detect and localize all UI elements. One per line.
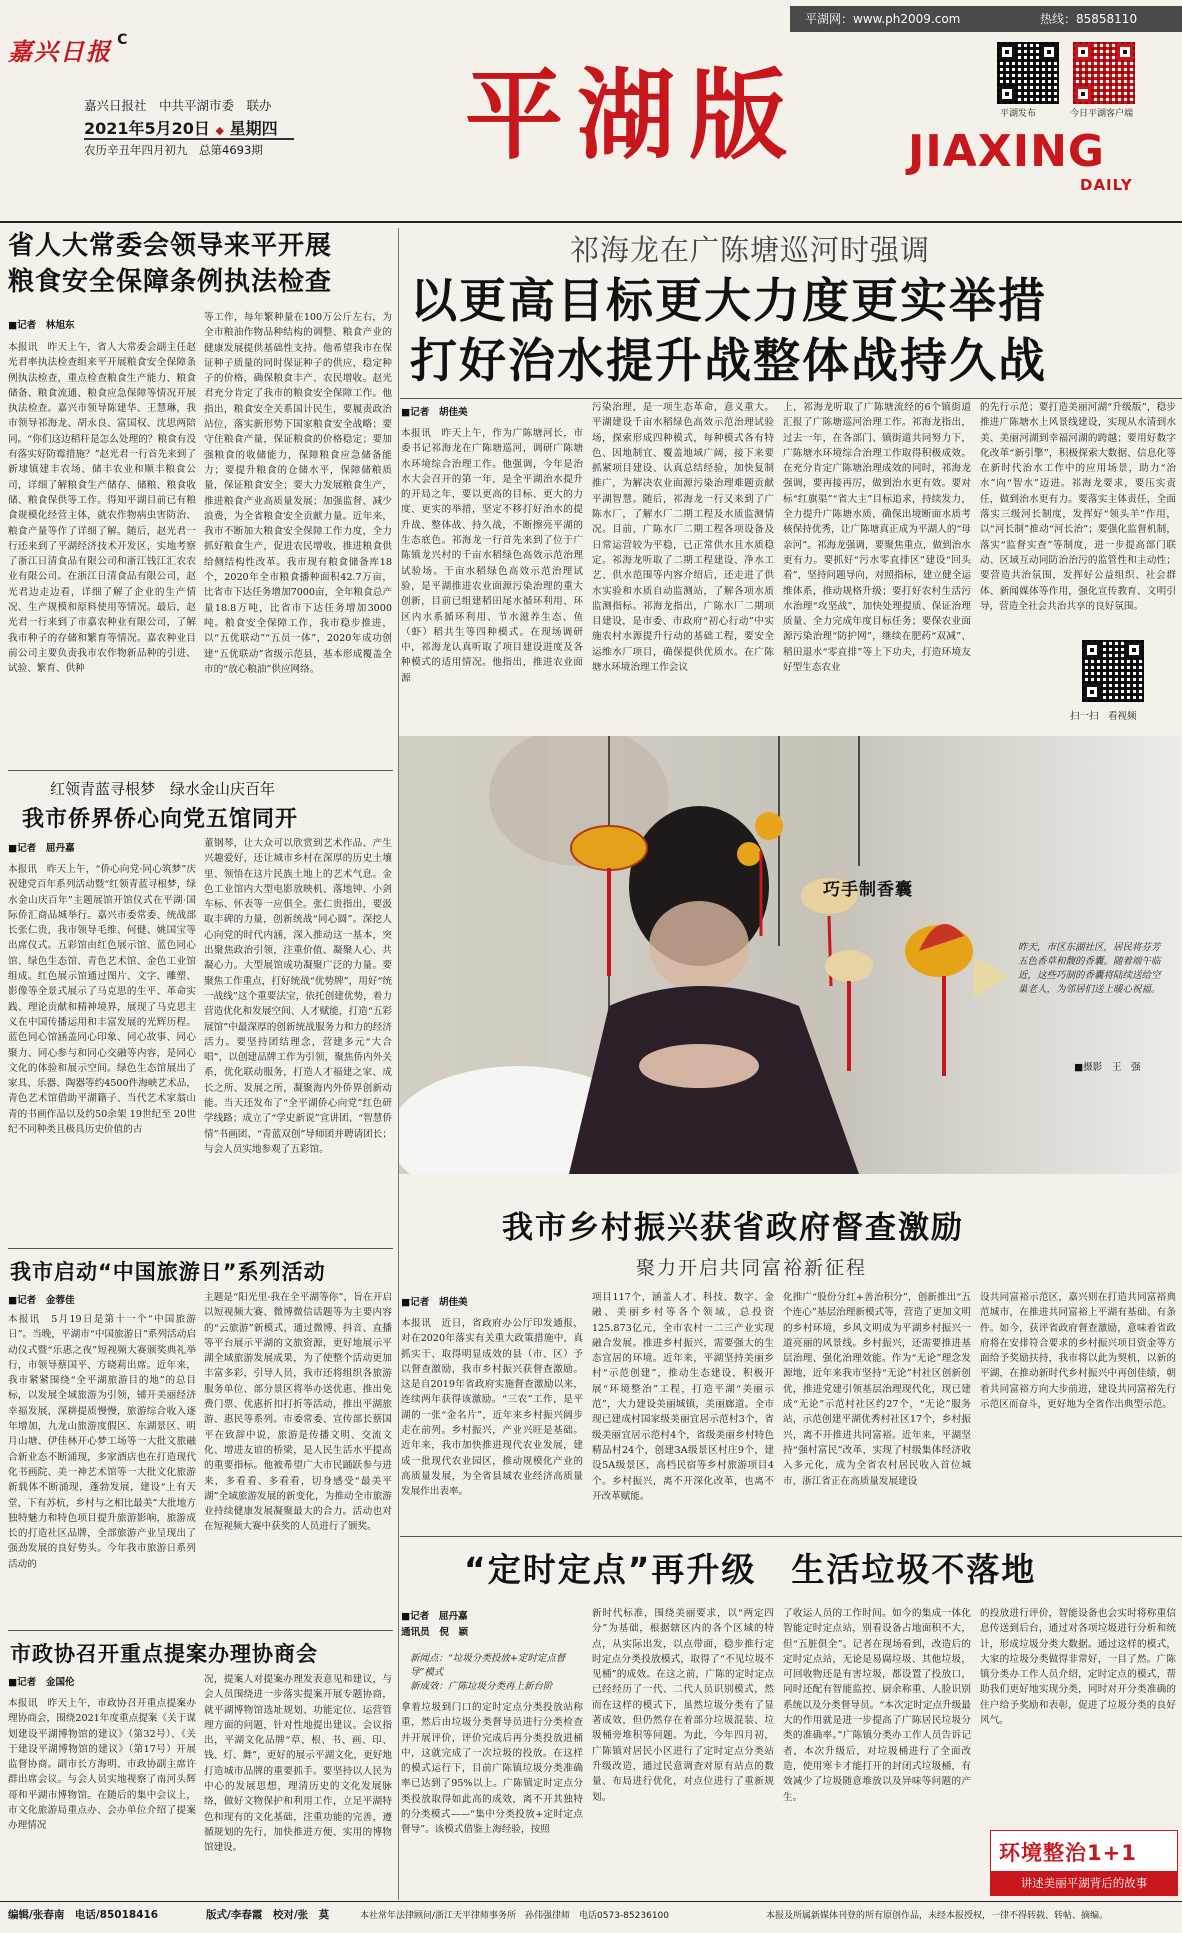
masthead-rule — [0, 221, 1182, 223]
rural-byline: ■记者 胡佳美 — [401, 1297, 468, 1308]
left2-title: 我市侨界侨心向党五馆同开 — [22, 807, 299, 832]
qr-label-2: 今日平湖客户端 — [1070, 109, 1134, 119]
left2-byline: ■记者 屈丹嘉 — [8, 843, 75, 854]
left3-rule — [8, 1630, 393, 1631]
logo-text: 嘉兴日报 — [8, 37, 112, 66]
garbage-byline-1: ■记者 屈丹嘉 — [401, 1611, 468, 1622]
rural-body-col2: 项目117个，涵盖人才、科技、数字、金融、美丽乡村等各个领域，总投资125.873亿元，全市农村一二三产业实现融合发展。推进乡村振兴，需要强大的生态宜居的环境。近年来，平湖坚持美丽乡村“示范创建”，推动生态建设，积极开展“环境整治”工程，打造平湖“美丽示范”，大力建设美丽城镇，美丽廊道。全市现已建成村国家级美丽宜居示范村3个，省级美丽宜居示范村4个，省级美丽乡村特色精品村24个，创建3A级景区村庄9个，建设5A级景区，高档民宿等乡村旅游项目4个。乡村振兴，离不开深化改革，也离不开改革赋能。 — [592, 1292, 774, 1502]
qr-code-pinghu-release — [997, 42, 1059, 104]
masthead-logo — [8, 32, 178, 66]
left1-title-line2: 粮食安全保障条例执法检查 — [8, 267, 333, 297]
lead-title — [410, 272, 1170, 392]
publishers: 嘉兴日报社 中共平湖市委 联办 — [84, 98, 272, 113]
series-banner-sub: 讲述美丽平湖背后的故事 — [991, 1871, 1177, 1895]
lead-byline: ■记者 胡佳美 — [401, 407, 468, 418]
top-bar — [0, 0, 1182, 36]
lead-kicker: 祁海龙在广陈塘巡河时强调 — [570, 233, 931, 267]
left3-title: 我市启动“中国旅游日”系列活动 — [10, 1260, 326, 1284]
lead-title-line2: 打好治水提升战整体战持久战 — [410, 334, 1047, 389]
copyright-mark: C — [117, 32, 128, 48]
photo-caption: 昨天，市区东湖社区，居民将芬芳五色香草和馥的香囊。随着端午临近，这些巧制的香囊将陆续送给空巢老人，为邻居们送上暖心祝福。 — [1018, 942, 1161, 995]
video-qr-caption: 扫一扫 看视频 — [1070, 711, 1137, 722]
date-text: 2021年5月20日 — [84, 119, 210, 138]
left1-title — [8, 228, 388, 300]
left3-body-col2: 主题是“阳光里·我在全平湖等你”，旨在开启以短视频大赛、微博微信话题等为主要内容的“云旅游”新模式，通过微博、抖音、直播等平台展示平湖的文旅资源，更好地展示平湖全域旅游发展成果，为了使整个活动更加丰富多彩，引导人员，我市还将组织各旅游服务单位、部分景区将举办送优惠、推出免费门票、优惠折扣打折等活动，推出平湖旅游、惠民等系列。市委常委、宣传部长蔡国平在致辞中说，旅游是传播文明、交流文化、增进友谊的桥梁，是人民生活水平提高的重要指标。他被希望广大市民踊跃参与进来，多看看、多看看，切身感受“最美平湖”全域旅游发展的新变化，为推动全市旅游业持续健康发展凝聚最大的合力。活动也对在短视频大赛中获奖的人员进行了颁奖。 — [204, 1292, 392, 1533]
left2-body-col1: 本报讯 昨天上午，“侨心向党·同心筑梦”庆祝建党百年系列活动暨“红领青蓝寻根梦，绿水金山庆百年”主题展馆开馆仪式在平湖·国际侨汇商品城举行。嘉兴市委常委、统战部长张仁贵，我市领导毛维、何健、姚国宝等出席仪式。五彩馆由红色展示馆、蓝色同心馆、绿色生态馆、青色艺术馆、金色工业馆组成。红色展示馆通过图片、文字、雕塑、影像等全景式展示了马克思的生平、革命实践、理论贡献和精神境界，展现了马克思主义在中国传播运用和丰富发展的光辉历程。蓝色同心馆涵盖同心印象、同心故事、同心聚力、同心参与和同心交融等内容，是同心文化的体验和展示空间。绿色生态馆展出了家具、乐器、陶器等约4500件海峡艺术品，青色艺术馆借助平湖籍子、当代艺术家翁山青的书画作品以及约50余架 19世纪至 20世纪不同种类且极具历史价值的古 — [8, 864, 196, 1136]
garbage-body-col3: 了收运人员的工作时间。如今的集成一体化智能定时定点站，别看设备占地面积不大，但“五脏俱全”。记者在现场看到，改造后的定时定点站，无论是易腐垃圾、其他垃圾，可回收物还是有害垃圾，都设置了投放口，同时还配有智能监控、厨余称重、人脸识别系统以及分类督导员。“本次定时定点升级最大的作用就是进一步提高了广陈居民垃圾分类的准确率。”广陈镇分类办工作人员告诉记者，本次升级后，对垃圾桶进行了全面改造，使用寒卡才能打开的封闭式垃圾桶，有效减少了垃圾随意堆放以及异味等问题的产生。 — [783, 1608, 971, 1803]
left4-byline: ■记者 金国伦 — [8, 1677, 75, 1688]
left4-body-col1: 本报讯 昨天上午，市政协召开重点提案办理协商会，围绕2021年度重点提案《关于谋划建设平湖博物馆的建议》（第32号）、《关于建设平湖博物馆的建议》（第17号）开展监督协商。副市长方海明、市政协副主席许群出席会议。与会人员实地视察了南河头辉哥和平湖市博物馆。在随后的集中会议上，市文化旅游局重点办、会办单位介绍了提案办理情况 — [8, 1698, 196, 1832]
footer-layout: 版式/李春霞 校对/张 莫 — [206, 1909, 330, 1921]
lead-body-col2: 污染治理，是一项生态革命，意义重大。平湖建设千亩水稻绿色高效示范治理试验场，探索形成四种模式，每种模式各有特色、因地制宜、覆盖地域广阔，接下来要抓紧项目建设、认真总结经验，加快复制推广，为解决农业面源污染治理难题贡献平湖智慧。随后，祁海龙一行又来到了广陈水厂，了解水厂二期工程及水质监测情况。目前，广陈水厂二期工程各项设备及日常运营较为平稳，已正常供水且水质稳定。祁海龙听取了二期工程建设、净水工艺、供水范围等内容介绍后，还走进了供水实验和水质自动监测站，了解各项水质监测指标。祁海龙指出，广陈水厂二期项目建设，是市委、市政府“初心行动”中实施农村水源提升行动的基础工程，要安全运维水厂项目，确保提供优质水。在广陈塘水环境治理工作会议 — [592, 402, 774, 674]
lead-body-col1: 本报讯 昨天上午，作为广陈塘河长，市委书记祁海龙在广陈塘巡河，调研广陈塘水环境综合治理工作。他强调，今年是治水大会召开的第一年，是全平湖治水提升的开局之年，要以更高的目标、更大的力度、更实的举措，坚定不移打好治水的提升战、整体战、持久战，不断擦亮平湖的生态底色。祁海龙一行首先来到了位于广陈镇龙兴村的千亩水稻绿色高效示范治理试验场。干亩水稻绿色高效示范治理试验，是平湖推进农业面源污染治理的重大创新，目前已组建稻田尾水循环利用、环区内水系循环利用、节水滋养生态、鱼（虾）稻共生等四种模式。在现场调研中，祁海龙认真听取了项目建设进度及各种模式的适用情况。他指出，推进农业面源 — [401, 428, 583, 684]
weekday-text: 星期四 — [229, 119, 278, 138]
issue-date — [84, 116, 278, 139]
footer-editor: 编辑/张春南 电话/85018416 — [8, 1909, 159, 1921]
left3-body-col1: 本报讯 5月19日是第十一个“中国旅游日”。当晚，平湖市“中国旅游日”系列活动启动仪式暨“乐惠之夜”短视频大赛颁奖典礼举行，市领导蔡国平、方晓莉出席。近年来，我市紧紧围绕“全平湖旅游目的地”的总目标，以发展全域旅游为引领，铺开美丽经济幸福发展，深耕提质慢慢，旅游综合收入逐年增加，九龙山旅游度假区、东湖景区、明月山塘、伊佳林开心梦工场等一大批文旅融合新业态不断涌现，多家酒店也在打造现代化书画院、美一神艺术馆等一大批文化旅游新载体不断涌现，蓬勃发展，建设“上有天堂，下有苏杭，乡村与之相比最美”大批地方独特魅力和特色项目提升旅游影响，旅游成长的打造社区品牌，全部旅游产业呈现出了强劲发展的良好势头。今年我市旅游日系列活动的 — [8, 1314, 196, 1570]
garbage-body-col4: 的投放进行评价，智能设备也会实时将称重信息传送到后台，通过对各项垃圾进行分析和统计，形成垃圾分类大数据。通过这样的模式，大家的垃圾分类做得非常好，一目了然。广陈镇分类办工作人员介绍，定时定点的模式，帮助我们更好地实现分类，同时对开分类准确的住户给予奖励和表彰，促进了垃圾分类的良好风气。 — [980, 1608, 1176, 1727]
footer-legal: 本社常年法律顾问/浙江天平律师事务所 孙伟强律师 电话0573-85236100 — [360, 1911, 669, 1921]
website-label: 平湖网：www.ph2009.com — [805, 12, 961, 26]
garbage-body-col1: 拿着垃圾到门口的定时定点分类投放站称重，然后由垃圾分类督导员进行分类检查并开展评价，评价完成后再分类投放进桶中，这就完成了一次垃圾的投放。在这样的模式运行下，目前广陈镇垃圾分类准确率已达到了95%以上。广陈镇定时定点分类投放取得如此高的成效，离不开其独特的分类模式——“集中分类投放+定时定点督导”。该模式借鉴上海经验，按照 — [401, 1702, 583, 1836]
lead-body-col4: 的先行示范；要打造美丽河湖“升级版”，稳步推进广陈塘水上风景线建设，实现从水清到水美、美丽河湖到幸福河湖的跨越；要用好数字化改革“新引擎”，积极探索大数据、信息化等在新时代治水工作中的应用场景，助力“治水”向“智水”迈进。祁海龙要求，要压实责任，做到治水更有力。要落实主体责任，全面落实三级河长制度，发挥好“领头羊”作用，以“河长制”推动“河长治”；要强化监督机制，落实“监督实查”等制度，进一步提高部门联动、区域互动同防治治污的监管性和主动性；要营造共治氛围，发挥好公益组织、社会群体、新闻媒体等作用，强化宣传教育、文明引导，营造全社会共治共享的良好氛围。 — [980, 402, 1176, 612]
left1-body-col2: 等工作，每年繁种量在100万公斤左右，为全市粮油作物品种结构的调整、粮食产业的健康发展提供基础性支持。他希望我市在保证种子质量的同时保证种子的供应，稳定种子的价格，确保粮食丰产、农民增收。赵光君充分肯定了我市的粮食安全保障工作。他指出，粮食安全关系国计民生，要履责政治站位，落实新形势下国家粮食安全战略；要守住粮食产量，保证粮食的价格稳定；要加强粮食的收储能力，保障粮食应急储备能力；要提升粮食的仓储水平，保障储粮质量，保证粮食安全；要大力发展粮食生产，推进粮食产业高质量发展；加强监督、减少浪费，为全省粮食安全贡献力量。近年来，我市不断加大粮食安全保障工作力度，全力抓好粮食生产，促进农民增收，推进粮食供给侧结构性改革。我市现有粮食储备库18个，2020年全市粮食播种面积42.7万亩，比省市下达任务增加7000亩，全年粮食总产量18.8万吨，比省市下达任务增加3000吨。粮食安全保障工作，我市稳步推进，以“五优联动”“五员一体”，2020年成功创建“五优联动”省级示范县，基本形成覆盖全市的“放心粮油”供应网络。 — [204, 312, 392, 675]
left1-body-col1: 本报讯 昨天上午，省人大常委会副主任赵光君率执法检查组来平开展粮食安全保障条例执法检查，重点检查粮食生产能力、粮食储备、粮食流通、粮食应急保障等情况开展执法检查。嘉兴市领导陈建华、王慧琳，我市领导祁海龙、胡永良、富国权、沈思两陪同。“你们这边稻秆是怎么处理的？粮食有没有落实好防霉措施？”赵光君一行首先来到了新埭镇建丰农场、储丰农业和顺丰粮食公司，详细了解粮食生产储存、储粮、粮食收储、粮食保供等工作。得知平湖目前已有粮食规模化经营主体，就农作物病虫害防治、粮食产量等作了详细了解。随后，赵光君一行还来到了平湖经济技术开发区，实地考察了浙江日清食品有限公司和浙江钱江汇农农业有限公司。在浙江日清食品有限公司，赵光君边走边看，详细了解了企业的生产情况、生产规模和原料使用等情况。最后，赵光君一行来到了市嘉农种业有限公司，了解我市种子的存储和繁育等情况。嘉农种业目前公司主要负责我市农作物新品种的引进、试验、繁育、供种 — [8, 342, 196, 675]
brand-en-main: JIAXING — [908, 126, 1106, 177]
rural-body-col3: 化推广“股份分红+善治积分”，创新推出“五个连心”基层治理新模式等，营造了更加文明的乡村环境，乡风文明成为平湖乡村振兴一道亮丽的风景线。乡村振兴，还需要推进基层治理、强化治理效能。作为“无论”理念发源地，近年来我市坚持“无论”村社区创新创优，推进党建引领基层治理现代化，现已建成“无论”示范村社区约27个，“无论”服务站，示范创建平湖优秀村社区17个，乡村振兴，离不开推进共同富裕。近年来，平湖坚持“强村富民”改革，实现了村级集体经济收入多元化，成为全省农村居民收入首位城市，浙江省正在高质量发展建设 — [783, 1292, 971, 1487]
garbage-byline-2: 通讯员 倪 颖 — [401, 1627, 469, 1638]
rural-body-col4: 设共同富裕示范区，嘉兴则在打造共同富裕典范城市，在推进共同富裕上平湖有基础、有条件。如今，获评省政府督查激励，意味着省政府将在安排符合要求的乡村振兴项目资金等方面给予奖励扶持，我市将以此为契机，以新的平湖，在推动新时代乡村振兴中再创佳绩，朝着共同富裕方向大步前进，建设共同富裕先行示范区而奋斗，更好地为全省作出典型示范。 — [980, 1292, 1176, 1411]
left2-kicker: 红领青蓝寻根梦 绿水金山庆百年 — [50, 780, 276, 798]
left2-body-col2: 董钢琴，让大众可以欣赏到艺术作品、产生兴趣爱好，还让城市乡村在深厚的历史土壤里、领悟在这片民族土地上的艺术气息。金色工业馆内大型电影放映机、落地钟、小剑车标、怀表等一应俱全。张仁贵指出，要汲取丰碑的力量，创新统战“同心圆”。深挖人心向党的时代内涵，深入推动这一基本，突出聚焦政治引领，注重价值、凝聚人心、共凝心力。大型展馆成功凝聚广泛的力量。要聚焦工作重点，打好统战“优势牌”，用好“统一战线”这个重要法宝，依托创建优势，着力营造优化和发展空间、人才赋能，打造“五彩展馆”中最深厚的创新统战服务力和力的经济活力。要坚持团结理念，营建多元“大合唱”，以创建品牌工作为引领，聚焦侨内外关系，优化联动服务，打造人才福建之家、成长之所、发展之所，凝聚海内外侨界创新动能。当天还发布了“全平湖侨心向党”红色研学线路；成立了“学史新说”宣讲团、“智慧侨情”书画团、“青蓝双创”导师团并聘请团长；与会人员实地参观了五彩馆。 — [204, 838, 392, 1155]
date-rule — [84, 138, 294, 140]
left3-byline: ■记者 金蓉佳 — [8, 1295, 75, 1306]
video-qr-code[interactable] — [1082, 640, 1144, 702]
left4-body-col2: 况，提案人对提案办理发表意见和建议，与会人员围绕进一步落实提案开展专题协商，就平湖博物馆选址规划、功能定位、运营管理方面的问题，针对性地提出建议。会议指出，平湖文化品牌“草、根、书、画、印、钱、灯、舞”，更好的展示平湖文化，更好地打造城市品牌的重要抓手。要坚持以人民为中心的发展思想，理清历史的文化发展脉络，做好文物保护和利用工作，立足平湖特色和现有的文化基础，注重功能的完善，遵循规划的先行，加快推进方便、实用的博物馆建设。 — [204, 1674, 392, 1854]
brand-en-sub: DAILY — [1080, 176, 1133, 194]
left1-rule — [8, 770, 393, 771]
lunar-issue: 农历辛丑年四月初九 总第4693期 — [84, 143, 263, 157]
garbage-note-new: 新闻点：“垃圾分类投放+定时定点督导”模式 — [410, 1653, 566, 1678]
footer-notice: 本报及所属新媒体刊登的所有原创作品，未经本报授权，一律不得转载、转帖、摘编。 — [766, 1911, 1109, 1921]
date-separator-icon: ◆ — [215, 124, 224, 137]
garbage-note-effect: 新成效：广陈垃圾分类再上新台阶 — [410, 1681, 553, 1692]
garbage-title: “定时定点”再升级 生活垃圾不落地 — [464, 1550, 1037, 1589]
lead-title-line1: 以更高目标更大力度更实举措 — [410, 274, 1047, 329]
qr-code-today-app — [1073, 42, 1135, 104]
sachet-photo — [399, 736, 1180, 1174]
qr-label-1: 平湖发布 — [1000, 109, 1037, 119]
series-banner — [990, 1830, 1178, 1896]
rural-title: 我市乡村振兴获省政府督查激励 — [502, 1210, 964, 1246]
garbage-notes — [410, 1652, 580, 1694]
photo-title: 巧手制香囊 — [823, 880, 913, 900]
edition-title: 平湖版 — [465, 58, 802, 173]
hotline-label: 热线：85858110 — [1040, 12, 1138, 26]
rural-subtitle: 聚力开启共同富裕新征程 — [636, 1257, 868, 1279]
photo-credit: ■摄影 王 强 — [1074, 1062, 1141, 1073]
left2-rule — [8, 1248, 393, 1249]
lead-body-col3: 上，祁海龙听取了广陈塘流经的6个镇街道汇报了广陈塘巡河治理工作。祁海龙指出，过去一年，在各部门、镇街道共同努力下，广陈塘水环境综合治理工作取得积极成效。在充分肯定广陈塘治理成效的同时，祁海龙强调，要再接再厉，做到治水更有效。要对标“红旗渠”“省大主”目标追求，持续发力，全力提升广陈塘水质，确保出境断面水质考核保持优秀，让广陈塘真正成为平湖人的“母亲河”。祁海龙强调，要聚焦重点，做到治水更有力。要抓好“污水零直排区”建设“回头看”，坚持问题导向，对照指标，建立健全运维体系，推动规格升级；要打好农村生活污水治理“攻坚战”，加快处理提质、保证治理质量、全力完成年度目标任务；要保农业面源污染治理“防护网”，继续在肥药“双减”、稻田退水“零直排”等上下功夫，打造环境友好型生态农业 — [783, 402, 971, 674]
left4-title: 市政协召开重点提案办理协商会 — [10, 1642, 318, 1666]
rural-rule — [400, 1536, 1182, 1537]
footer-rule — [0, 1901, 1182, 1902]
series-banner-title: 环境整治1+1 — [999, 1841, 1137, 1865]
lead-title-rule — [400, 398, 1182, 399]
garbage-body-col2: 新时代标准，围绕美丽要求，以“两定四分”为基础，根据辖区内的各个区域的特点，从实际出发，以点带面，稳步推行定时定点分类投放模式，取得了“不见垃圾不见桶”的成效。在这之前，广陈的定时定点已经经历了一代、二代人员识别模式，然而在这样的模式下，虽然垃圾分类有了显著成效，但仍然存在着部分垃圾混装、垃圾桶旁堆积等问题。为此，今年四月初，广陈镇对居民小区进行了定时定点分类站升级改造，通过民意调查对原有站点的数量、布局进行优化，对点位进行了重新规划。 — [592, 1608, 774, 1803]
left1-title-line1: 省人大常委会领导来平开展 — [8, 231, 333, 261]
rural-body-col1: 本报讯 近日，省政府办公厅印发通报，对在2020年落实有关重大政策措施中，真抓实干、取得明显成效的县（市、区）予以督查激励，我市乡村振兴获督查激励。这是自2019年省政府实施督查激励以来，连续两年获得该激励。“三农”工作，是平湖的一张“金名片”，近年来乡村振兴阔步走在前列。乡村振兴，产业兴旺是基础。近年来，我市加快推进现代农业发展，建成一批现代农业园区，推动规模化产业的高质量发展，为全省县域农业经济高质量发展作出表率。 — [401, 1318, 583, 1498]
left1-byline: ■记者 林旭东 — [8, 320, 75, 331]
